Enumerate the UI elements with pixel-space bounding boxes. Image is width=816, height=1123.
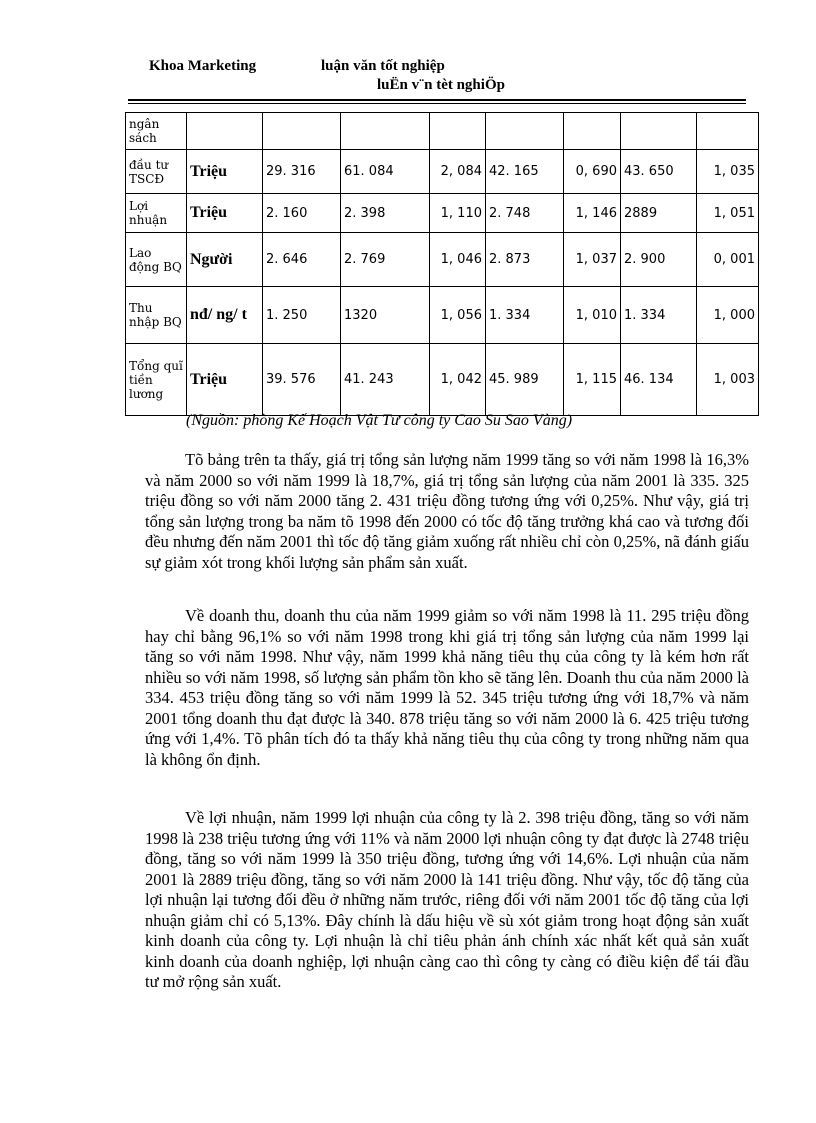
value-cell: 1, 056 [430,287,486,344]
table-row [126,150,759,194]
statistics-table [125,112,759,416]
table-row [126,194,759,233]
value-cell: 43. 650 [621,150,697,194]
value-cell [341,113,430,150]
unit-cell: Người [187,233,263,287]
table-row [126,344,759,416]
unit-cell: nđ/ ng/ t [187,287,263,344]
value-cell [621,113,697,150]
value-cell: 61. 084 [341,150,430,194]
value-cell: 1, 115 [564,344,621,416]
value-cell: 1, 046 [430,233,486,287]
value-cell: 2. 769 [341,233,430,287]
value-cell: 1, 110 [430,194,486,233]
value-cell: 1. 250 [263,287,341,344]
source-note: (Nguồn: phòng Kế Hoạch Vật Tư công ty Cao Su Sao Vàng) [186,412,573,429]
value-cell: 42. 165 [486,150,564,194]
value-cell: 1, 003 [697,344,759,416]
value-cell: 1. 334 [486,287,564,344]
value-cell: 2. 160 [263,194,341,233]
value-cell: 0, 690 [564,150,621,194]
value-cell: 1, 035 [697,150,759,194]
value-cell [486,113,564,150]
value-cell: 29. 316 [263,150,341,194]
value-cell: 1, 051 [697,194,759,233]
unit-cell: Triệu [187,150,263,194]
header-rule-thin [128,103,746,104]
value-cell: 2. 748 [486,194,564,233]
indicator-cell: Lợi nhuận [126,194,187,233]
value-cell: 1, 042 [430,344,486,416]
table-row [126,233,759,287]
value-cell: 1, 146 [564,194,621,233]
indicator-cell: Lao động BQ [126,233,187,287]
indicator-cell: Tổng quĩ tiền lương [126,344,187,416]
indicator-cell: đầu tư TSCĐ [126,150,187,194]
table-row [126,287,759,344]
paragraph-production: Tõ bảng trên ta thấy, giá trị tổng sản lượng năm 1999 tăng so với năm 1998 là 16,3% và năm 2000 so với năm 1999 là 18,7%, giá trị tổng sản lượng của năm 2001 là 335. 325 triệu đồng so với năm 2000 tăng 2. 431 triệu đồng tương ứng với 0,25%. Như vậy, giá trị tổng sản lượng trong ba năm tõ 1998 đến 2000 có tốc độ tăng trưởng khá cao và tương đối đều nhưng đến năm 2001 thì tốc độ tăng giảm xuống rất nhiều chỉ còn 0,25%, nã đánh giấu sự giảm xót trong khối lượng sản phẩm sản xuất. [145,450,749,572]
value-cell: 1, 000 [697,287,759,344]
value-cell: 2. 646 [263,233,341,287]
value-cell: 2. 398 [341,194,430,233]
unit-cell: Triệu [187,194,263,233]
page-header [149,58,749,98]
table-row [126,113,759,150]
value-cell: 2889 [621,194,697,233]
value-cell: 46. 134 [621,344,697,416]
unit-cell [187,113,263,150]
paragraph-revenue: Về doanh thu, doanh thu của năm 1999 giảm so với năm 1998 là 11. 295 triệu đồng hay chỉ bằng 96,1% so với năm 1998 trong khi giá trị tổng sản lượng của năm 1999 lại tăng so với năm 1998. Như vậy, năm 1999 khả năng tiêu thụ của công ty là kém hơn rất nhiều so với năm 1998, số lượng sản phẩm tồn kho sẽ tăng lên. Doanh thu của năm 2000 là 334. 453 triệu đồng tăng so với năm 1999 là 52. 345 triệu tương ứng với 18,7% và năm 2001 tổng doanh thu đạt được là 340. 878 triệu tăng so với năm 2000 là 6. 425 triệu tương ứng với 1,4%. Tõ phân tích đó ta thấy khả năng tiêu thụ của công ty trong những năm qua là không ổn định. [145,606,749,769]
value-cell: 41. 243 [341,344,430,416]
value-cell: 2. 900 [621,233,697,287]
header-title: luận văn tốt nghiệp [321,58,445,74]
value-cell: 2. 873 [486,233,564,287]
indicator-cell: Thu nhập BQ [126,287,187,344]
value-cell [697,113,759,150]
indicator-cell: ngân sách [126,113,187,150]
paragraph-profit: Về lợi nhuận, năm 1999 lợi nhuận của công ty là 2. 398 triệu đồng, tăng so với năm 1998 là 238 triệu tương ứng với 11% và năm 2000 lợi nhuận công ty đạt được là 2748 triệu đồng, tăng so với năm 1999 là 350 triệu đồng, tương ứng với 14,6%. Lợi nhuận của năm 2001 là 2889 triệu đồng, tăng so với năm 2000 là 141 triệu đồng. Như vậy, tốc độ tăng của lợi nhuận lại tương đối đều ở những năm trước, riêng đối với năm 2001 tốc độ tăng của lợi nhuận giảm chỉ có 5,13%. Đây chính là dấu hiệu về sù xót giảm trong hoạt động sản xuất kinh doanh của công ty. Lợi nhuận là chỉ tiêu phản ánh chính xác nhất kết quả sản xuất kinh doanh của doanh nghiệp, lợi nhuận càng cao thì công ty càng có điều kiện để tái đầu tư mở rộng sản xuất. [145,808,749,991]
value-cell: 1, 037 [564,233,621,287]
value-cell [430,113,486,150]
value-cell: 1. 334 [621,287,697,344]
header-title-garbled: luËn v¨n tèt nghiÖp [377,77,505,93]
value-cell: 0, 001 [697,233,759,287]
value-cell: 1, 010 [564,287,621,344]
header-department: Khoa Marketing [149,58,257,74]
value-cell: 2, 084 [430,150,486,194]
value-cell [263,113,341,150]
value-cell [564,113,621,150]
unit-cell: Triệu [187,344,263,416]
value-cell: 1320 [341,287,430,344]
value-cell: 39. 576 [263,344,341,416]
header-rule-thick [128,99,746,101]
value-cell: 45. 989 [486,344,564,416]
